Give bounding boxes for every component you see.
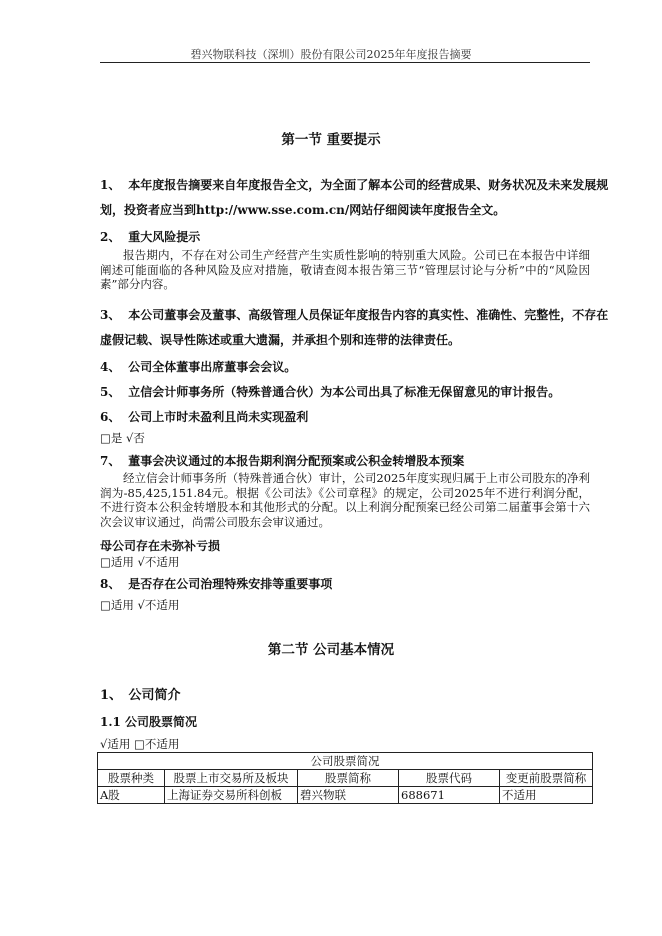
item-2-body: 报告期内，不存在对公司生产经营产生实质性影响的特别重大风险。公司已在本报告中详细阐述可能面临的各种风险及应对措施，敬请查阅本报告第三节“管理层讨论与分析”中的“风险因素”部分内容。	[100, 248, 590, 292]
item-2-heading	[100, 228, 200, 245]
table-header-cell: 股票简称	[298, 770, 399, 787]
item-7-number: 7、	[100, 454, 121, 468]
loss-options: □适用 √不适用	[100, 555, 180, 569]
sec2-item-1-heading	[100, 684, 181, 703]
item-1-text: 本年度报告摘要来自年度报告全文，为全面了解本公司的经营成果、财务状况及未来发展规	[128, 178, 609, 192]
table-cell: 上海证券交易所科创板	[165, 787, 298, 804]
item-5-number: 5、	[100, 385, 121, 399]
item-7-title: 董事会决议通过的本报告期利润分配预案或公积金转增股本预案	[128, 454, 465, 468]
item-5-text: 立信会计师事务所（特殊普通合伙）为本公司出具了标准无保留意见的审计报告。	[128, 385, 561, 399]
item-1-line-1	[100, 176, 608, 193]
table-header-cell: 股票种类	[98, 770, 165, 787]
table-header-cell: 股票代码	[399, 770, 500, 787]
item-3-text: 本公司董事会及董事、高级管理人员保证年度报告内容的真实性、准确性、完整性，不存在	[128, 308, 609, 322]
item-2-number: 2、	[100, 230, 121, 244]
item-6-number: 6、	[100, 410, 121, 424]
loss-heading: 母公司存在未弥补亏损	[100, 539, 221, 553]
item-3-line-2: 虚假记载、误导性陈述或重大遗漏，并承担个别和连带的法律责任。	[100, 333, 461, 347]
table-cell: 688671	[399, 787, 500, 804]
table-caption-row	[98, 753, 593, 770]
table-cell: 不适用	[500, 787, 593, 804]
item-7-heading	[100, 452, 464, 469]
item-8-number: 8、	[100, 577, 121, 591]
item-2-title: 重大风险提示	[128, 230, 201, 244]
stock-table	[97, 752, 593, 804]
item-4-number: 4、	[100, 360, 121, 374]
item-4-text: 公司全体董事出席董事会会议。	[128, 360, 297, 374]
sec2-item-1-title: 公司简介	[128, 688, 181, 703]
item-5	[100, 383, 560, 400]
sub-1-1-heading: 1.1 公司股票简况	[100, 715, 198, 729]
header-divider	[100, 62, 590, 63]
table-header-row	[98, 770, 593, 787]
item-7-body: 经立信会计师事务所（特殊普通合伙）审计，公司2025年度实现归属于上市公司股东的净利润为-85,425,151.84元。根据《公司法》《公司章程》的规定，公司2025年不进行利润分配，不进行资本公积金转增股本和其他形式的分配。以上利润分配预案已经公司第二届董事会第十六次会议审议通过，尚需公司股东会审议通过。	[100, 471, 590, 529]
item-6-options: □是 √否	[100, 431, 145, 445]
table-cell: 碧兴物联	[298, 787, 399, 804]
item-6-heading	[100, 408, 308, 425]
item-3-line-1	[100, 306, 608, 323]
page-header: 碧兴物联科技（深圳）股份有限公司2025年年度报告摘要	[190, 48, 472, 61]
item-1-line-2: 划，投资者应当到http://www.sse.com.cn/网站仔细阅读年度报告全文。	[100, 203, 506, 217]
table-header-cell: 变更前股票简称	[500, 770, 593, 787]
sub-1-1-options: √适用 □不适用	[100, 737, 180, 751]
item-6-title: 公司上市时未盈利且尚未实现盈利	[128, 410, 309, 424]
table-caption: 公司股票简况	[98, 753, 593, 770]
sec2-item-1-number: 1、	[100, 688, 123, 703]
item-4	[100, 358, 296, 375]
item-8-heading	[100, 575, 332, 592]
item-1-number: 1、	[100, 178, 121, 192]
section-1-title: 第一节 重要提示	[281, 132, 381, 148]
item-3-number: 3、	[100, 308, 121, 322]
item-8-options: □适用 √不适用	[100, 598, 180, 612]
table-cell: A股	[98, 787, 165, 804]
item-8-title: 是否存在公司治理特殊安排等重要事项	[128, 577, 333, 591]
table-row	[98, 787, 593, 804]
table-header-cell: 股票上市交易所及板块	[165, 770, 298, 787]
section-2-title: 第二节 公司基本情况	[267, 642, 395, 658]
